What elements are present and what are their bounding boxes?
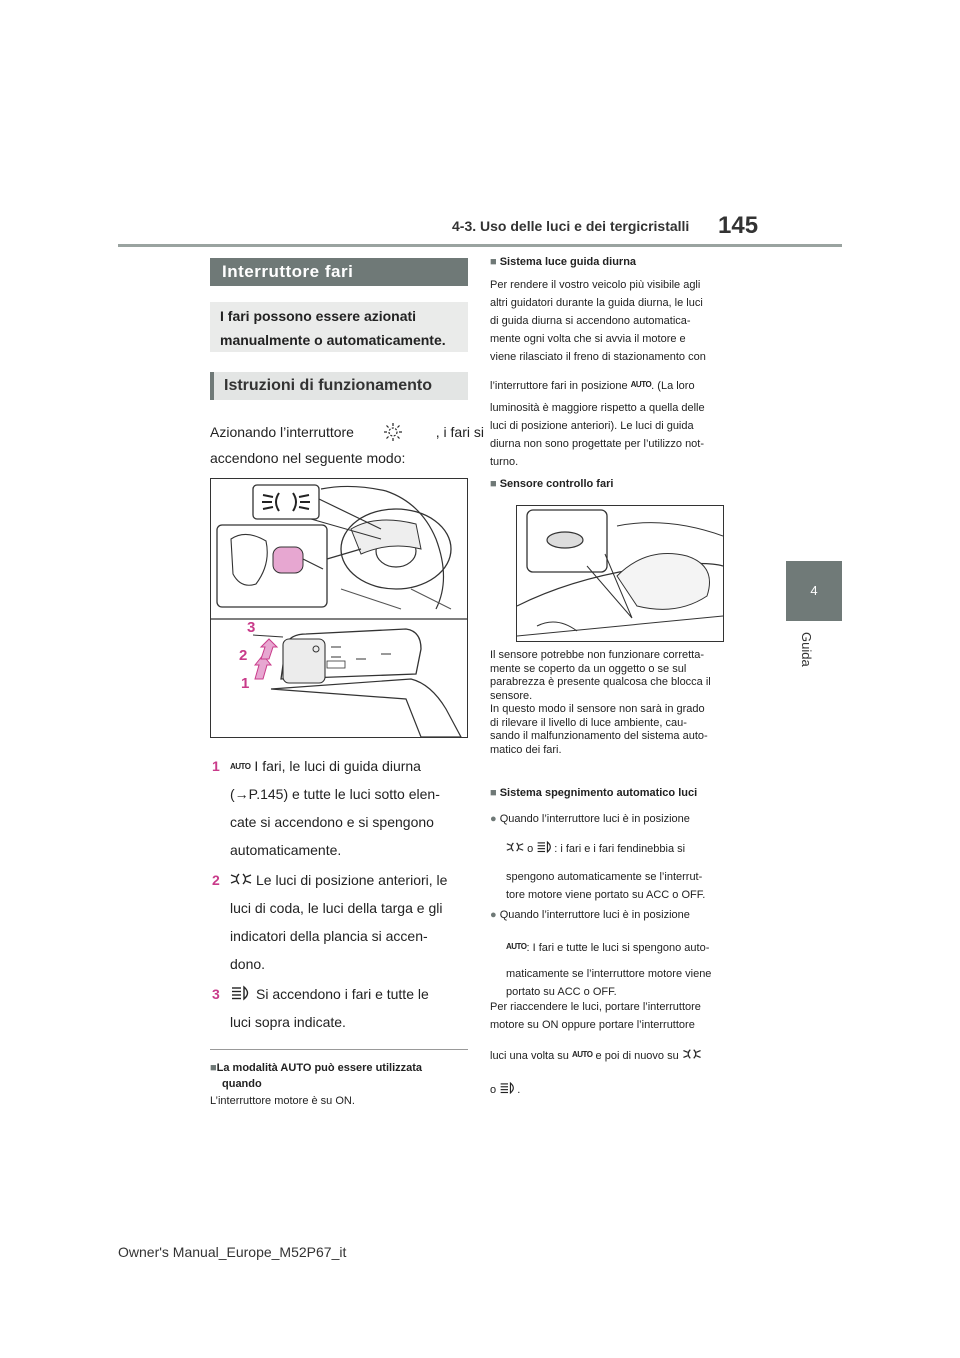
item-1-number: 1 xyxy=(212,758,220,774)
note-title: ■La modalità AUTO può essere utilizzata quando xyxy=(210,1062,423,1090)
auto-icon: AUTO xyxy=(230,762,251,771)
intro-line-2: manualmente o automaticamente. xyxy=(220,332,446,348)
section-title: 4-3. Uso delle luci e dei tergicristalli xyxy=(452,218,690,234)
intro-line-1: I fari possono essere azionati xyxy=(220,308,417,324)
sensor-illustration xyxy=(517,506,723,641)
bullet-2: ● Quando l’interruttore luci è in posizione AUTO: I fari e tutte le luci si spengono auto- maticamente se l’interruttore motore viene portato su ACC o OFF. xyxy=(490,909,712,998)
intro-box xyxy=(210,302,468,352)
drl-paragraph: Per rendere il vostro veicolo più visibile agli altri guidatori durante la guida diurna, le luci di guida diurna si accendono automatica- mente ogni volta che si avvia il motore e viene rilasciato il freno di stazionamento con l’interruttore fari in posizione AUTO. (La loro luminosità è maggiore rispetto a quella delle luci di posizione anteriori). Le luci di guida diurna non sono progettate per l’utilizzo not- turno. xyxy=(490,279,706,468)
header-divider xyxy=(118,244,842,247)
item-2-line-2: luci di coda, le luci della targa e gli xyxy=(230,900,443,916)
position-light-icon xyxy=(230,872,252,886)
bullet-1: ● Quando l’interruttore luci è in posizione o : i fari e i fari fendinebbia si spengono automaticamente se l’interrut- tore motore viene portato su ACC o OFF. xyxy=(490,813,706,901)
item-1-line-1: AUTO I fari, le luci di guida diurna xyxy=(230,758,421,774)
item-2-line-4: dono. xyxy=(230,956,266,972)
auto-icon: AUTO xyxy=(506,942,527,951)
instruction-line-1: Azionando l’interruttore , i fari si xyxy=(210,424,484,440)
headlight-icon xyxy=(499,1081,517,1095)
final-paragraph: Per riaccendere le luci, portare l’interruttore motore su ON oppure portare l’interruttore luci una volta su AUTO e poi di nuovo su o . xyxy=(490,1001,701,1096)
headlight-switch-figure xyxy=(210,478,468,738)
item-1-line-3: cate si accendono e si spengono xyxy=(230,814,434,830)
note-divider xyxy=(210,1049,468,1050)
figure-label-3: 3 xyxy=(247,619,256,636)
item-3-number: 3 xyxy=(212,986,220,1002)
item-2-line-3: indicatori della plancia si accen- xyxy=(230,928,428,944)
headlight-icon xyxy=(230,985,252,1001)
item-1-line-4: automaticamente. xyxy=(230,842,342,858)
figure-label-2: 2 xyxy=(239,647,248,664)
figure-label-1: 1 xyxy=(241,675,250,692)
chapter-label: Guida xyxy=(799,632,814,667)
instruction-line-2: accendono nel seguente modo: xyxy=(210,450,406,466)
sensor-figure xyxy=(516,505,724,642)
auto-icon: AUTO xyxy=(630,380,652,389)
sensor-title: ■ Sensore controllo fari xyxy=(490,478,614,490)
section-bar-title: Interruttore fari xyxy=(210,258,468,286)
item-2-line-1: Le luci di posizione anteriori, le xyxy=(230,866,447,894)
footer-doc-id: Owner's Manual_Europe_M52P67_it xyxy=(118,1244,347,1260)
headlight-switch-icon xyxy=(378,422,408,442)
subheading: Istruzioni di funzionamento xyxy=(210,372,468,400)
auto-off-title: ■ Sistema spegnimento automatico luci xyxy=(490,787,698,799)
note-text: L’interruttore motore è su ON. xyxy=(210,1095,355,1107)
sensor-paragraph: Il sensore potrebbe non funzionare corretta- mente se coperto da un oggetto o se sul parabrezza è presente qualcosa che blocca il sensore. In questo modo il sensore non sarà in grado di rilevare il livello di luce ambiente, cau- sando il malfunzionamento del sistema auto- matico dei fari. xyxy=(490,649,711,756)
chapter-tab[interactable]: 4 xyxy=(786,561,842,621)
switch-illustration xyxy=(211,479,467,737)
drl-title: ■ Sistema luce guida diurna xyxy=(490,256,637,268)
item-3-line-1: Si accendono i fari e tutte le xyxy=(230,980,429,1008)
headlight-icon xyxy=(536,840,554,854)
position-light-icon xyxy=(506,841,524,853)
position-light-icon xyxy=(682,1048,702,1060)
item-1-line-2: (→P.145) e tutte le luci sotto elen- xyxy=(230,786,440,802)
item-3-line-2: luci sopra indicate. xyxy=(230,1014,346,1030)
auto-icon: AUTO xyxy=(571,1050,593,1059)
item-2-number: 2 xyxy=(212,872,220,888)
page-number: 145 xyxy=(718,212,759,239)
